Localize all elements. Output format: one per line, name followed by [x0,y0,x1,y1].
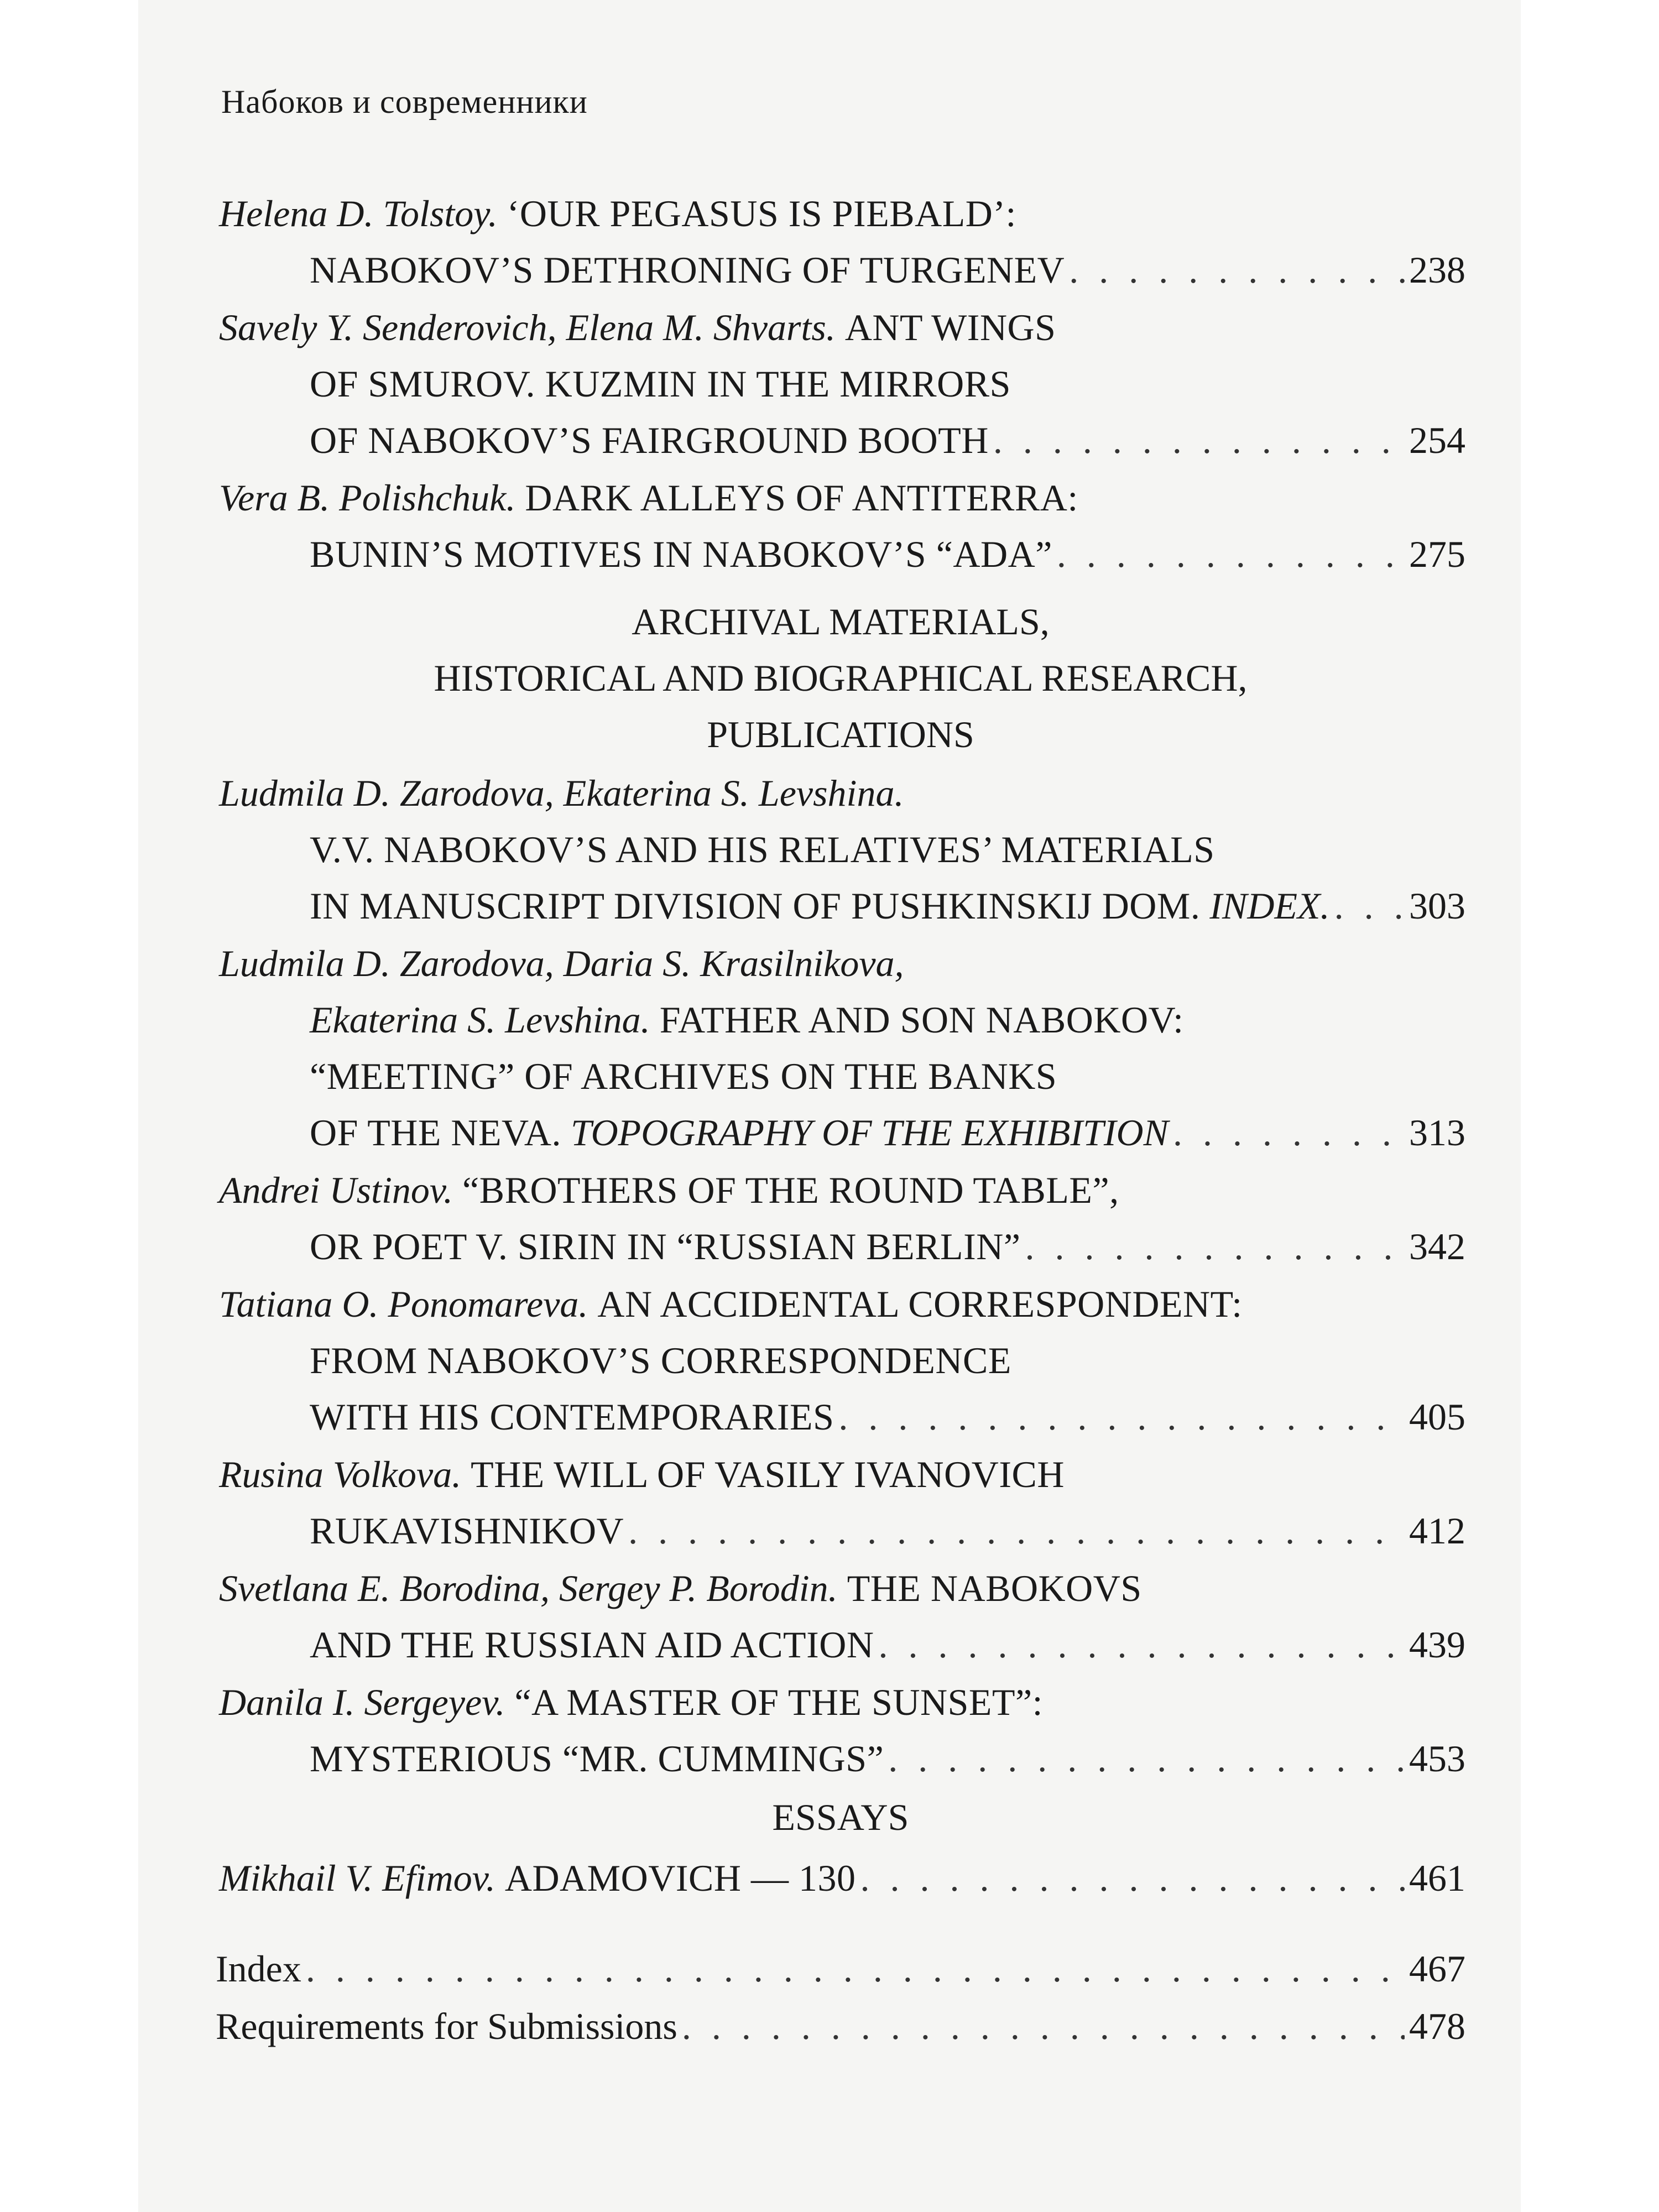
entry-title-line: DARK ALLEYS OF ANTITERRA: [525,477,1078,519]
dot-leader [1173,1104,1405,1161]
table-of-contents [216,185,1465,2056]
entry-title-italic: TOPOGRAPHY OF THE EXHIBITION [570,1112,1169,1154]
dot-leader [1069,242,1405,298]
dot-leader [1025,1218,1405,1275]
entry-author: Andrei Ustinov. [219,1169,453,1211]
entry-title-line: AN ACCIDENTAL CORRESPONDENT: [597,1283,1243,1325]
entry-author: Rusina Volkova. [219,1453,462,1495]
entry-title-line: OF THE NEVA. [310,1112,561,1154]
entry-page: 405 [1409,1396,1465,1438]
entry-page: 254 [1409,419,1465,461]
entry-title-line: ‘OUR PEGASUS IS PIEBALD’: [507,192,1016,234]
entry-title-line: THE WILL OF VASILY IVANOVICH [471,1453,1065,1495]
entry-author: Vera B. Polishchuk. [219,477,516,519]
entry-title-line: “BROTHERS OF THE ROUND TABLE”, [462,1169,1119,1211]
toc-entry [216,935,1465,1161]
entry-page: 342 [1409,1225,1465,1267]
entry-title-line: THE NABOKOVS [847,1567,1142,1609]
entry-title-line: IN MANUSCRIPT DIVISION OF PUSHKINSKIJ DOM. [310,885,1201,927]
requirements-label: Requirements for Submissions [216,2005,677,2047]
entry-title-line: ADAMOVICH — 130 [504,1857,856,1899]
entry-title-line: OF SMUROV. KUZMIN IN THE MIRRORS [310,363,1011,405]
index-label: Index [216,1948,301,1990]
dot-leader [1334,878,1405,934]
entry-author: Svetlana E. Borodina, Sergey P. Borodin. [219,1567,838,1609]
entry-page: 303 [1409,885,1465,927]
dot-leader [993,412,1405,468]
entry-page: 412 [1409,1510,1465,1552]
entry-page: 439 [1409,1624,1465,1666]
entry-title-line: ANT WINGS [844,306,1056,348]
entry-title-line: AND THE RUSSIAN AID ACTION [310,1624,874,1666]
section-heading-archival [216,593,1465,763]
dot-leader [306,1940,1405,1997]
entry-page: 478 [1409,2005,1465,2047]
entry-author: Tatiana O. Ponomareva. [219,1283,588,1325]
dot-leader [878,1616,1405,1673]
dot-leader [838,1389,1405,1445]
toc-entry [216,1850,1465,1906]
running-head: Набоков и современники [221,84,588,120]
toc-entry [216,299,1465,468]
section-heading-line: ARCHIVAL MATERIALS, [632,601,1050,643]
book-page [138,0,1521,2212]
entry-author: Helena D. Tolstoy. [219,192,498,234]
entry-title-line: FATHER AND SON NABOKOV: [659,999,1184,1041]
entry-page: 238 [1409,249,1465,291]
entry-title-line: V.V. NABOKOV’S AND HIS RELATIVES’ MATERIALS [310,828,1215,870]
toc-entry [216,1674,1465,1787]
entry-title-line: MYSTERIOUS “MR. CUMMINGS” [310,1738,884,1780]
section-heading-line: HISTORICAL AND BIOGRAPHICAL RESEARCH, [434,657,1248,699]
toc-entry [216,1162,1465,1275]
entry-title-line: RUKAVISHNIKOV [310,1510,624,1552]
entry-page: 467 [1409,1948,1465,1990]
entry-title-line: OR POET V. SIRIN IN “RUSSIAN BERLIN” [310,1225,1021,1267]
dot-leader [628,1503,1405,1559]
section-heading-essays: ESSAYS [772,1796,909,1838]
dot-leader [888,1730,1405,1787]
section-heading-line: PUBLICATIONS [707,713,974,755]
toc-entry [216,1560,1465,1673]
entry-author: Mikhail V. Efimov. [219,1857,495,1899]
entry-title-line: “A MASTER OF THE SUNSET”: [514,1681,1044,1723]
entry-title-line: “MEETING” OF ARCHIVES ON THE BANKS [310,1055,1057,1097]
entry-page: 275 [1409,533,1465,575]
toc-entry [216,1276,1465,1445]
toc-entry-requirements [216,1998,1465,2054]
entry-page: 453 [1409,1738,1465,1780]
entry-page: 313 [1409,1112,1465,1154]
entry-page: 461 [1409,1857,1465,1899]
toc-entry [216,185,1465,298]
entry-title-line: WITH HIS CONTEMPORARIES [310,1396,834,1438]
entry-author: Savely Y. Senderovich, Elena M. Shvarts. [219,306,836,348]
dot-leader [860,1850,1405,1906]
toc-entry [216,765,1465,934]
toc-entry [216,469,1465,582]
dot-leader [682,1998,1405,2054]
entry-title-line: FROM NABOKOV’S CORRESPONDENCE [310,1339,1011,1381]
entry-title-line: OF NABOKOV’S FAIRGROUND BOOTH [310,419,989,461]
toc-entry-index [216,1940,1465,1997]
dot-leader [1057,526,1405,582]
toc-entry [216,1446,1465,1559]
entry-author: Ekaterina S. Levshina. [310,999,650,1041]
entry-author: Ludmila D. Zarodova, Ekaterina S. Levshina. [219,772,904,814]
entry-author: Ludmila D. Zarodova, Daria S. Krasilnikova, [219,942,904,984]
entry-author: Danila I. Sergeyev. [219,1681,505,1723]
entry-title-line: NABOKOV’S DETHRONING OF TURGENEV [310,249,1065,291]
entry-title-italic: INDEX. [1209,885,1330,927]
entry-title-line: BUNIN’S MOTIVES IN NABOKOV’S “ADA” [310,533,1052,575]
